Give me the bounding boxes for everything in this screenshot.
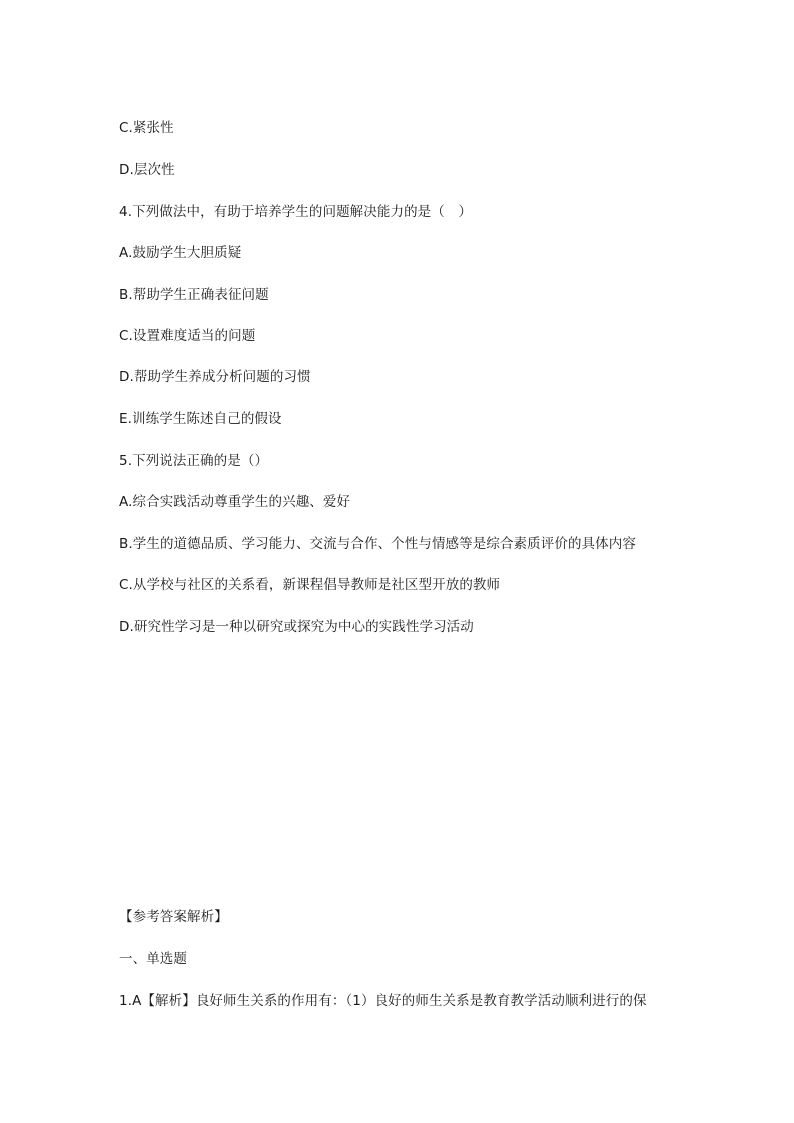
q5-option-d: D.研究性学习是一种以研究或探究为中心的实践性学习活动 xyxy=(119,619,474,635)
q4-option-e: E.训练学生陈述自己的假设 xyxy=(119,411,282,427)
answers-section-title: 一、单选题 xyxy=(119,951,187,967)
q4-option-d: D.帮助学生养成分析问题的习惯 xyxy=(119,369,311,385)
q5-option-c: C.从学校与社区的关系看，新课程倡导教师是社区型开放的教师 xyxy=(119,577,501,593)
q4-question: 4.下列做法中，有助于培养学生的问题解决能力的是（ ） xyxy=(119,204,473,220)
q5-option-b: B.学生的道德品质、学习能力、交流与合作、个性与情感等是综合素质评价的具体内容 xyxy=(119,536,636,552)
answers-heading: 【参考答案解析】 xyxy=(119,909,228,925)
q4-option-a: A.鼓励学生大胆质疑 xyxy=(119,245,242,261)
q5-option-a: A.综合实践活动尊重学生的兴趣、爱好 xyxy=(119,494,351,510)
q5-question: 5.下列说法正确的是（） xyxy=(119,453,269,469)
answer-1: 1.A【解析】良好师生关系的作用有：（1）良好的师生关系是教育教学活动顺利进行的保 xyxy=(119,993,647,1009)
q4-option-c: C.设置难度适当的问题 xyxy=(119,328,256,344)
q4-option-b: B.帮助学生正确表征问题 xyxy=(119,287,269,303)
q3-option-d: D.层次性 xyxy=(119,162,175,178)
q3-option-c: C.紧张性 xyxy=(119,120,174,136)
